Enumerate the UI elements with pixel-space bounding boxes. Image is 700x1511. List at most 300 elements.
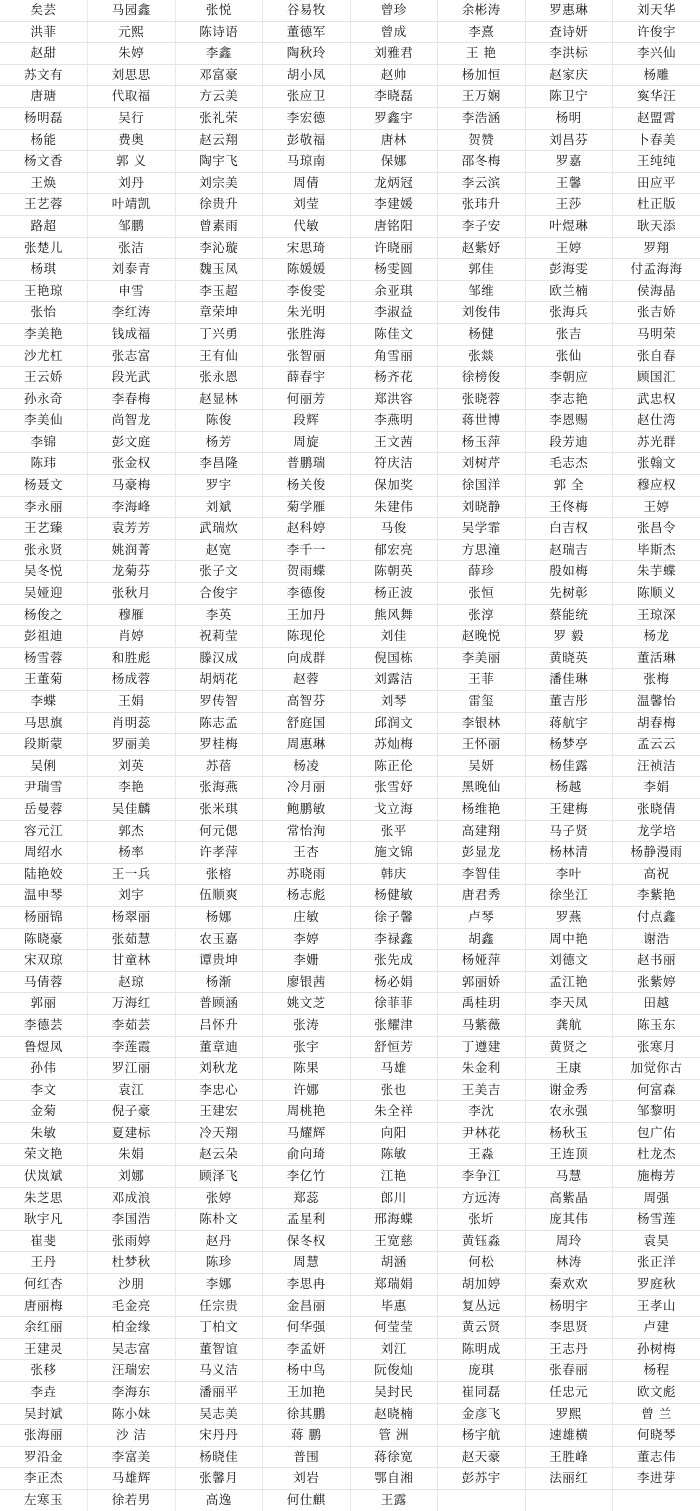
- name-cell: 王建梅: [525, 798, 613, 820]
- table-row: [0, 1295, 700, 1317]
- name-cell: 杨雯圆: [350, 259, 438, 281]
- name-cell: 张楚儿: [0, 237, 88, 259]
- name-cell: 管 洲: [350, 1425, 438, 1447]
- table-row: [0, 259, 700, 281]
- name-cell: 蒋 鹏: [263, 1425, 351, 1447]
- name-cell: 李玉超: [175, 280, 263, 302]
- name-cell: 徐国洋: [438, 475, 526, 497]
- name-cell: 高祝: [613, 863, 700, 885]
- name-cell: 陈媛媛: [263, 259, 351, 281]
- name-cell: 徐子馨: [350, 906, 438, 928]
- name-cell: 宋思琦: [263, 237, 351, 259]
- name-cell: 冷月丽: [263, 777, 351, 799]
- name-cell: 赵蓉: [263, 669, 351, 691]
- name-cell: 包广佑: [613, 1122, 700, 1144]
- name-cell: 李正杰: [0, 1468, 88, 1490]
- name-cell: 吴冬悦: [0, 561, 88, 583]
- name-cell: 郑瑞娟: [350, 1274, 438, 1296]
- name-cell: 陈玉东: [613, 1014, 700, 1036]
- name-cell: 陈敏: [350, 1144, 438, 1166]
- name-cell: 李叶: [525, 863, 613, 885]
- name-cell: 李紫艳: [613, 885, 700, 907]
- name-cell: 陈朴文: [175, 1209, 263, 1231]
- name-cell: 郑蕊: [263, 1187, 351, 1209]
- name-cell: 邹鹏: [88, 215, 176, 237]
- name-cell: 熊风舞: [350, 604, 438, 626]
- name-cell: 曾珍: [350, 0, 438, 21]
- name-cell: 方云美: [175, 86, 263, 108]
- name-cell: 孟云云: [613, 734, 700, 756]
- table-row: [0, 237, 700, 259]
- name-cell: 甘童林: [88, 950, 176, 972]
- name-cell: 朱娟: [88, 1144, 176, 1166]
- name-cell: 赵显林: [175, 388, 263, 410]
- name-cell: 张吉: [525, 323, 613, 345]
- name-cell: 杨雕: [613, 64, 700, 86]
- name-cell: 吴学霏: [438, 518, 526, 540]
- name-cell: 潘佳琳: [525, 669, 613, 691]
- name-cell: 合俊宇: [175, 583, 263, 605]
- name-cell: 马紫薇: [438, 1014, 526, 1036]
- name-cell: [613, 1489, 700, 1510]
- name-cell: 许孝萍: [175, 842, 263, 864]
- name-cell: 杨加恒: [438, 64, 526, 86]
- name-cell: 胡小凤: [263, 64, 351, 86]
- name-cell: 王娟: [88, 691, 176, 713]
- name-cell: 刘露洁: [350, 669, 438, 691]
- name-cell: 唐君秀: [438, 885, 526, 907]
- name-cell: 王 艳: [438, 43, 526, 65]
- name-cell: 姚文芝: [263, 993, 351, 1015]
- name-cell: 罗江丽: [88, 1058, 176, 1080]
- name-cell: 李英: [175, 604, 263, 626]
- name-cell: 岳曼蓉: [0, 798, 88, 820]
- name-cell: 张耀津: [350, 1014, 438, 1036]
- name-cell: 李忠心: [175, 1079, 263, 1101]
- name-cell: 张翰文: [613, 453, 700, 475]
- name-cell: 左寒玉: [0, 1489, 88, 1510]
- name-cell: 龚航: [525, 1014, 613, 1036]
- name-cell: 黄贤之: [525, 1036, 613, 1058]
- name-cell: 向阳: [350, 1122, 438, 1144]
- name-cell: 罗 毅: [525, 626, 613, 648]
- name-cell: 张玮升: [438, 194, 526, 216]
- name-cell: 罗翔: [613, 237, 700, 259]
- name-cell: 丁兴勇: [175, 323, 263, 345]
- name-cell: 邓成浪: [88, 1187, 176, 1209]
- name-cell: 李千一: [263, 539, 351, 561]
- name-cell: 张吉娇: [613, 302, 700, 324]
- name-cell: 陈佳文: [350, 323, 438, 345]
- name-cell: 李娜: [175, 1274, 263, 1296]
- name-cell: 李蝶: [0, 691, 88, 713]
- name-cell: 杨龙: [613, 626, 700, 648]
- name-cell: 向成群: [263, 647, 351, 669]
- name-cell: 何红杏: [0, 1274, 88, 1296]
- name-cell: 罗燕: [525, 906, 613, 928]
- name-cell: 薛春宇: [263, 367, 351, 389]
- table-row: [0, 1079, 700, 1101]
- name-cell: 叶靖凯: [88, 194, 176, 216]
- name-cell: 唐林: [350, 129, 438, 151]
- name-cell: 唐瑭: [0, 86, 88, 108]
- name-cell: 张圻: [438, 1209, 526, 1231]
- name-cell: 丁柏文: [175, 1317, 263, 1339]
- name-cell: 张雨婷: [88, 1230, 176, 1252]
- name-cell: 代取福: [88, 86, 176, 108]
- name-cell: 付孟海海: [613, 259, 700, 281]
- name-cell: 张怡: [0, 302, 88, 324]
- name-cell: 刘俊伟: [438, 302, 526, 324]
- name-cell: 李燕明: [350, 410, 438, 432]
- name-cell: 胡加婷: [438, 1274, 526, 1296]
- name-cell: 许晓丽: [350, 237, 438, 259]
- name-cell: 李熹: [438, 21, 526, 43]
- name-cell: 张晓蓉: [438, 388, 526, 410]
- name-cell: 李鑫: [175, 43, 263, 65]
- name-cell: 保冬权: [263, 1230, 351, 1252]
- name-cell: 王艳琼: [0, 280, 88, 302]
- name-cell: 刘秋龙: [175, 1058, 263, 1080]
- name-cell: 贺雨蝶: [263, 561, 351, 583]
- name-cell: 常怡洵: [263, 820, 351, 842]
- name-cell: 陈现伦: [263, 626, 351, 648]
- name-cell: 李银林: [438, 712, 526, 734]
- name-cell: 李淑益: [350, 302, 438, 324]
- name-cell: 周倩: [263, 172, 351, 194]
- name-cell: 夏建标: [88, 1122, 176, 1144]
- table-row: [0, 755, 700, 777]
- name-cell: 段光武: [88, 367, 176, 389]
- name-cell: 何仕麒: [263, 1489, 351, 1510]
- name-cell: 李艳: [88, 777, 176, 799]
- name-cell: 张紫婷: [613, 971, 700, 993]
- name-cell: 张榕: [175, 863, 263, 885]
- name-cell: 申雪: [88, 280, 176, 302]
- table-row: [0, 151, 700, 173]
- table-row: [0, 1274, 700, 1296]
- name-cell: 罗鑫宇: [350, 107, 438, 129]
- name-cell: 刘树芹: [438, 453, 526, 475]
- name-cell: 速雄横: [525, 1425, 613, 1447]
- name-cell: 王怀丽: [438, 734, 526, 756]
- name-cell: 陈朝英: [350, 561, 438, 583]
- name-cell: 王连顶: [525, 1144, 613, 1166]
- name-cell: 杨芳: [175, 431, 263, 453]
- name-cell: 李姗: [263, 950, 351, 972]
- name-cell: 张晓倩: [613, 798, 700, 820]
- name-cell: 张也: [350, 1079, 438, 1101]
- name-cell: 钱成福: [88, 323, 176, 345]
- name-cell: 李进芽: [613, 1468, 700, 1490]
- name-cell: 张淳: [438, 604, 526, 626]
- table-row: [0, 993, 700, 1015]
- name-cell: 杨必娟: [350, 971, 438, 993]
- name-cell: 赵科婷: [263, 518, 351, 540]
- name-cell: 伍顺爽: [175, 885, 263, 907]
- name-cell: 王莎: [525, 194, 613, 216]
- table-row: [0, 1489, 700, 1510]
- name-cell: 徐榜俊: [438, 367, 526, 389]
- name-cell: 王淼: [438, 1144, 526, 1166]
- name-cell: 李海峰: [88, 496, 176, 518]
- name-cell: 普顾涵: [175, 993, 263, 1015]
- name-cell: 耿宇凡: [0, 1209, 88, 1231]
- name-cell: 朱敏: [0, 1122, 88, 1144]
- name-cell: 黄钰淼: [438, 1230, 526, 1252]
- name-cell: 俞向琦: [263, 1144, 351, 1166]
- name-cell: 欧文彪: [613, 1382, 700, 1404]
- table-row: [0, 64, 700, 86]
- name-cell: 陈正伦: [350, 755, 438, 777]
- name-cell: 李朝应: [525, 367, 613, 389]
- name-cell: 董章迪: [175, 1036, 263, 1058]
- table-row: [0, 712, 700, 734]
- name-cell: 冷天翔: [175, 1122, 263, 1144]
- name-cell: 许娜: [263, 1079, 351, 1101]
- name-cell: 周慧: [263, 1252, 351, 1274]
- name-cell: 彭显龙: [438, 842, 526, 864]
- name-cell: 崔同磊: [438, 1382, 526, 1404]
- name-cell: 黄晓英: [525, 647, 613, 669]
- name-cell: 刘雅君: [350, 43, 438, 65]
- name-cell: 李婷: [263, 928, 351, 950]
- name-cell: 杨能: [0, 129, 88, 151]
- name-cell: 张梅: [613, 669, 700, 691]
- name-cell: 张恒: [438, 583, 526, 605]
- name-cell: 沙 洁: [88, 1425, 176, 1447]
- name-cell: 郁宏亮: [350, 539, 438, 561]
- name-cell: 张移: [0, 1360, 88, 1382]
- name-cell: 王婷: [525, 237, 613, 259]
- name-cell: 李莲霞: [88, 1036, 176, 1058]
- name-cell: 吴志美: [175, 1403, 263, 1425]
- name-cell: 杨关俊: [263, 475, 351, 497]
- name-cell: 李志艳: [525, 388, 613, 410]
- name-cell: 丁遵建: [438, 1036, 526, 1058]
- name-cell: 曾成: [350, 21, 438, 43]
- name-cell: 刘佳: [350, 626, 438, 648]
- name-cell: 朱芝思: [0, 1187, 88, 1209]
- table-row: [0, 1014, 700, 1036]
- name-cell: 杨明: [525, 107, 613, 129]
- name-cell: 朱芋蝶: [613, 561, 700, 583]
- name-cell: 张宇: [263, 1036, 351, 1058]
- name-cell: 田越: [613, 993, 700, 1015]
- name-cell: 王菲: [438, 669, 526, 691]
- name-cell: 廖银茜: [263, 971, 351, 993]
- name-cell: 复丛远: [438, 1295, 526, 1317]
- name-cell: 孟江艳: [525, 971, 613, 993]
- name-cell: 武忠权: [613, 388, 700, 410]
- name-cell: 孙伟: [0, 1058, 88, 1080]
- name-cell: 徐若男: [88, 1489, 176, 1510]
- name-cell: 杨晓佳: [175, 1446, 263, 1468]
- table-row: [0, 302, 700, 324]
- name-cell: 杨正波: [350, 583, 438, 605]
- name-cell: 苏光群: [613, 431, 700, 453]
- name-cell: 陈晓豪: [0, 928, 88, 950]
- name-cell: 龙炳冠: [350, 172, 438, 194]
- name-cell: 荣文艳: [0, 1144, 88, 1166]
- name-cell: 刘岩: [263, 1468, 351, 1490]
- name-cell: 尹林花: [438, 1122, 526, 1144]
- name-cell: 胡鑫: [438, 928, 526, 950]
- name-cell: 吴封民: [350, 1382, 438, 1404]
- name-cell: 李海东: [88, 1382, 176, 1404]
- name-cell: 陶宇飞: [175, 151, 263, 173]
- name-cell: 王胜峰: [525, 1446, 613, 1468]
- name-cell: 郎川: [350, 1187, 438, 1209]
- name-cell: 顾泽飞: [175, 1166, 263, 1188]
- name-cell: 菊学雁: [263, 496, 351, 518]
- name-cell: 赵书丽: [613, 950, 700, 972]
- name-cell: 郑洪容: [350, 388, 438, 410]
- table-row: [0, 1058, 700, 1080]
- name-cell: 朱光明: [263, 302, 351, 324]
- name-cell: 郭 义: [88, 151, 176, 173]
- name-cell: 刘莹: [263, 194, 351, 216]
- name-cell: 邹维: [438, 280, 526, 302]
- name-cell: 杨丽锦: [0, 906, 88, 928]
- name-cell: 曾 兰: [613, 1403, 700, 1425]
- name-cell: 杨雪蓉: [0, 647, 88, 669]
- name-cell: 张洁: [88, 237, 176, 259]
- name-cell: 王志丹: [525, 1338, 613, 1360]
- name-cell: 邹黎明: [613, 1101, 700, 1123]
- name-cell: 赵天豪: [438, 1446, 526, 1468]
- name-cell: 杜梦秋: [88, 1252, 176, 1274]
- name-cell: 赵家庆: [525, 64, 613, 86]
- table-row: [0, 172, 700, 194]
- name-cell: 陈卫宁: [525, 86, 613, 108]
- table-row: [0, 1144, 700, 1166]
- name-cell: [438, 1489, 526, 1510]
- name-cell: 罗惠琳: [525, 0, 613, 21]
- name-cell: 周桃艳: [263, 1101, 351, 1123]
- name-cell: 田应平: [613, 172, 700, 194]
- name-cell: 张婷: [175, 1187, 263, 1209]
- table-row: [0, 906, 700, 928]
- name-cell: 张燚: [438, 345, 526, 367]
- name-cell: 杨明磊: [0, 107, 88, 129]
- name-cell: 孙树梅: [613, 1338, 700, 1360]
- name-cell: 刘德文: [525, 950, 613, 972]
- name-cell: 杨渐: [175, 971, 263, 993]
- table-row: [0, 1166, 700, 1188]
- name-cell: 马义洁: [175, 1360, 263, 1382]
- name-cell: 毕斯杰: [613, 539, 700, 561]
- name-cell: 蒋徐宽: [350, 1446, 438, 1468]
- name-cell: 赵云翔: [175, 129, 263, 151]
- name-cell: 崔斐: [0, 1230, 88, 1252]
- name-cell: 王琼深: [613, 604, 700, 626]
- name-cell: 王馨: [525, 172, 613, 194]
- table-row: [0, 194, 700, 216]
- name-cell: 肖明蕊: [88, 712, 176, 734]
- name-cell: 农玉嘉: [175, 928, 263, 950]
- name-cell: 角雪丽: [350, 345, 438, 367]
- name-cell: 鲁煜凤: [0, 1036, 88, 1058]
- table-row: [0, 669, 700, 691]
- name-cell: 马明荣: [613, 323, 700, 345]
- name-cell: 张海兵: [525, 302, 613, 324]
- name-cell: 吴行: [88, 107, 176, 129]
- name-cell: 赵帅: [350, 64, 438, 86]
- name-cell: 郭 全: [525, 475, 613, 497]
- name-cell: 彭苏宇: [438, 1468, 526, 1490]
- name-cell: 吴封斌: [0, 1403, 88, 1425]
- name-cell: 邢海蝶: [350, 1209, 438, 1231]
- table-row: [0, 323, 700, 345]
- name-cell: 王建宏: [175, 1101, 263, 1123]
- name-cell: 王加丹: [263, 604, 351, 626]
- name-cell: 刘泰青: [88, 259, 176, 281]
- name-cell: 袁昊: [613, 1230, 700, 1252]
- name-cell: 毛志杰: [525, 453, 613, 475]
- name-cell: 魏玉凤: [175, 259, 263, 281]
- name-cell: 查诗妍: [525, 21, 613, 43]
- table-row: [0, 1468, 700, 1490]
- name-cell: 柏金缘: [88, 1317, 176, 1339]
- name-cell: 韩庆: [350, 863, 438, 885]
- name-cell: 黄云贤: [438, 1317, 526, 1339]
- name-cell: 杨文香: [0, 151, 88, 173]
- name-cell: 郭丽: [0, 993, 88, 1015]
- name-cell: 吴娅迎: [0, 583, 88, 605]
- name-cell: 杨健敏: [350, 885, 438, 907]
- name-cell: 吴志富: [88, 1338, 176, 1360]
- name-cell: 潘丽平: [175, 1382, 263, 1404]
- name-cell: 彭海雯: [525, 259, 613, 281]
- name-cell: 李孟妍: [263, 1338, 351, 1360]
- name-cell: 代敏: [263, 215, 351, 237]
- table-row: [0, 475, 700, 497]
- name-cell: 袁芳芳: [88, 518, 176, 540]
- name-cell: 蒋世博: [438, 410, 526, 432]
- name-cell: 李建媛: [350, 194, 438, 216]
- name-cell: 李锦: [0, 431, 88, 453]
- name-cell: 李智佳: [438, 863, 526, 885]
- name-cell: 李云滨: [438, 172, 526, 194]
- name-cell: 祝莉莹: [175, 626, 263, 648]
- name-cell: 蔡能统: [525, 604, 613, 626]
- name-cell: 李娟: [613, 777, 700, 799]
- name-cell: 杜龙杰: [613, 1144, 700, 1166]
- name-cell: 杨娅萍: [438, 950, 526, 972]
- name-cell: 陈诗语: [175, 21, 263, 43]
- name-cell: 张寒月: [613, 1036, 700, 1058]
- name-cell: 穆雁: [88, 604, 176, 626]
- name-cell: 谢金秀: [525, 1079, 613, 1101]
- name-cell: 白吉权: [525, 518, 613, 540]
- name-cell: 龙菊芬: [88, 561, 176, 583]
- name-cell: 张子文: [175, 561, 263, 583]
- name-cell: 李美艳: [0, 323, 88, 345]
- name-cell: 法丽红: [525, 1468, 613, 1490]
- name-cell: 赵晚悦: [438, 626, 526, 648]
- table-row: [0, 1209, 700, 1231]
- name-cell: 李昌隆: [175, 453, 263, 475]
- name-cell: 任宗贵: [175, 1295, 263, 1317]
- name-cell: 庞琪: [438, 1360, 526, 1382]
- name-cell: 杨越: [525, 777, 613, 799]
- table-row: [0, 734, 700, 756]
- name-cell: 邵冬梅: [438, 151, 526, 173]
- name-cell: 李浩涵: [438, 107, 526, 129]
- name-cell: 苏晓雨: [263, 863, 351, 885]
- name-cell: 杨玉萍: [438, 431, 526, 453]
